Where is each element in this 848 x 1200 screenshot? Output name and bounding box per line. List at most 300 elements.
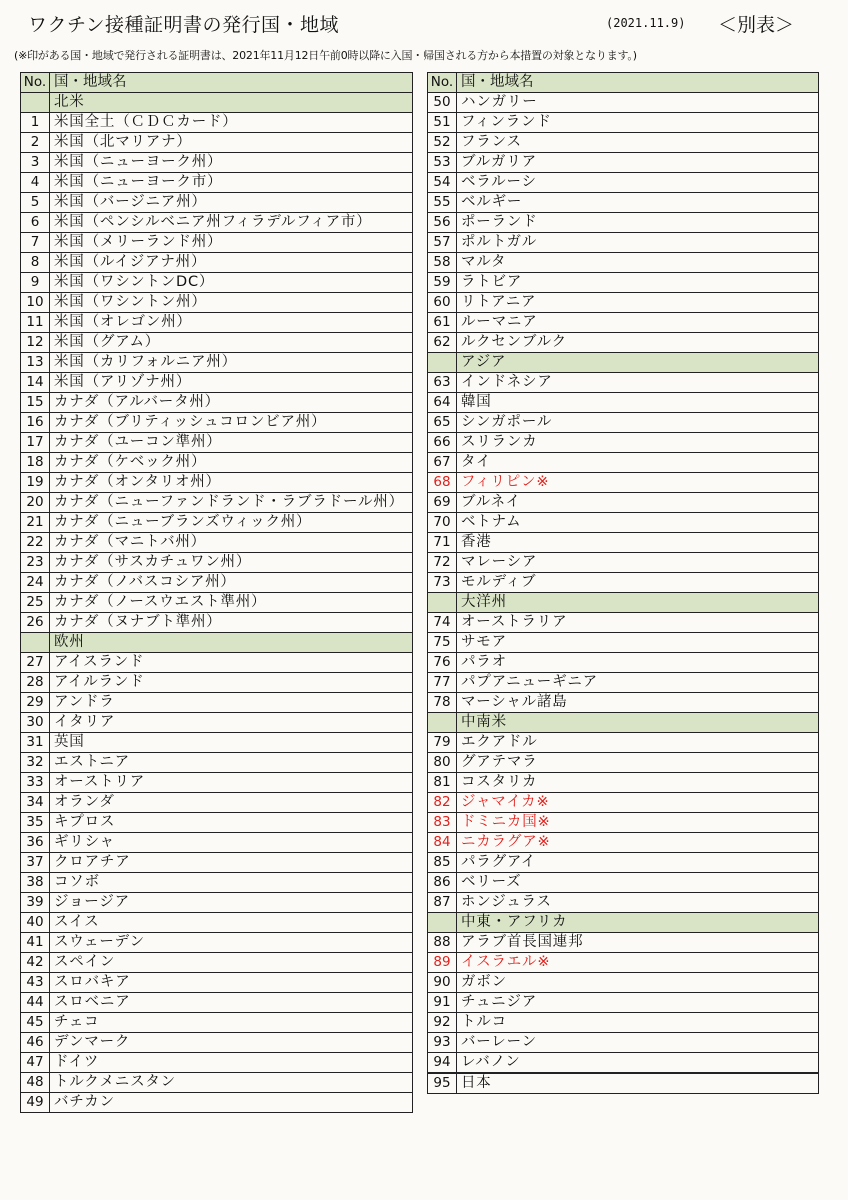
row-number: 33 [21, 773, 50, 793]
table-row [428, 573, 819, 593]
country-name: スリランカ [457, 433, 819, 453]
table-row [21, 413, 413, 433]
row-number: 31 [21, 733, 50, 753]
table-row [428, 393, 819, 413]
table-row [428, 113, 819, 133]
row-number: 81 [428, 773, 457, 793]
table-row [21, 473, 413, 493]
table-row [21, 973, 413, 993]
country-name: パラオ [457, 653, 819, 673]
table-row [428, 973, 819, 993]
table-row [21, 933, 413, 953]
row-number: 37 [21, 853, 50, 873]
table-row [428, 293, 819, 313]
country-name: フィンランド [457, 113, 819, 133]
row-number: 14 [21, 373, 50, 393]
table-row [21, 353, 413, 373]
table-row [428, 133, 819, 153]
row-number: 5 [21, 193, 50, 213]
row-number: 65 [428, 413, 457, 433]
row-number: 38 [21, 873, 50, 893]
row-number: 61 [428, 313, 457, 333]
country-name: 米国（ペンシルベニア州フィラデルフィア市） [50, 213, 413, 233]
table-row [428, 753, 819, 773]
page-title: ワクチン接種証明書の発行国・地域 [28, 14, 340, 36]
country-name: 米国（ニューヨーク州） [50, 153, 413, 173]
row-number: 23 [21, 553, 50, 573]
row-number: 86 [428, 873, 457, 893]
row-number: 74 [428, 613, 457, 633]
country-name: ポルトガル [457, 233, 819, 253]
table-row [428, 373, 819, 393]
table-row [428, 553, 819, 573]
table-row [21, 653, 413, 673]
country-name: インドネシア [457, 373, 819, 393]
table-row [21, 993, 413, 1013]
row-number: 53 [428, 153, 457, 173]
table-row [21, 753, 413, 773]
row-number: 56 [428, 213, 457, 233]
table-row [428, 813, 819, 833]
country-name: タイ [457, 453, 819, 473]
region-name: 中東・アフリカ [457, 913, 819, 933]
row-number: 66 [428, 433, 457, 453]
table-row [21, 513, 413, 533]
country-name: フランス [457, 133, 819, 153]
region-row [428, 913, 819, 933]
country-name: カナダ（ケベック州） [50, 453, 413, 473]
row-number: 21 [21, 513, 50, 533]
row-number: 19 [21, 473, 50, 493]
row-number: 59 [428, 273, 457, 293]
row-number: 73 [428, 573, 457, 593]
row-number: 7 [21, 233, 50, 253]
country-name: バーレーン [457, 1033, 819, 1053]
row-number: 20 [21, 493, 50, 513]
table-row [21, 593, 413, 613]
country-name: ラトビア [457, 273, 819, 293]
row-number: 2 [21, 133, 50, 153]
table-row [21, 833, 413, 853]
country-name: 米国（バージニア州） [50, 193, 413, 213]
annex-label: ＜別表＞ [718, 14, 795, 36]
row-number: 63 [428, 373, 457, 393]
table-row [21, 913, 413, 933]
table-row [428, 873, 819, 893]
row-number: 67 [428, 453, 457, 473]
country-name: 米国（オレゴン州） [50, 313, 413, 333]
country-name: 米国（ワシントン州） [50, 293, 413, 313]
region-name: アジア [457, 353, 819, 373]
table-row [428, 433, 819, 453]
row-number: 55 [428, 193, 457, 213]
country-name: ドイツ [50, 1053, 413, 1073]
country-name: ベルギー [457, 193, 819, 213]
row-number: 28 [21, 673, 50, 693]
country-name: パラグアイ [457, 853, 819, 873]
table-row [21, 293, 413, 313]
row-number: 69 [428, 493, 457, 513]
country-name: 米国（ルイジアナ州） [50, 253, 413, 273]
country-name: カナダ（アルバータ州） [50, 393, 413, 413]
country-name: スロバキア [50, 973, 413, 993]
row-number: 90 [428, 973, 457, 993]
country-name: 米国（カリフォルニア州） [50, 353, 413, 373]
table-row [428, 193, 819, 213]
row-number: 71 [428, 533, 457, 553]
country-name: 米国（グアム） [50, 333, 413, 353]
table-row [428, 853, 819, 873]
country-name: カナダ（マニトバ州） [50, 533, 413, 553]
table-row [21, 533, 413, 553]
row-number [428, 353, 457, 373]
country-name: カナダ（ブリティッシュコロンビア州） [50, 413, 413, 433]
table-row [21, 133, 413, 153]
country-name: モルディブ [457, 573, 819, 593]
row-number [21, 93, 50, 113]
row-number: 92 [428, 1013, 457, 1033]
row-number: 43 [21, 973, 50, 993]
table-row [21, 573, 413, 593]
table-row [428, 493, 819, 513]
country-name: マルタ [457, 253, 819, 273]
table-row [428, 773, 819, 793]
table-row [21, 173, 413, 193]
country-name: カナダ（オンタリオ州） [50, 473, 413, 493]
region-row [428, 713, 819, 733]
country-name: コスタリカ [457, 773, 819, 793]
row-number: 17 [21, 433, 50, 453]
table-row [428, 453, 819, 473]
row-number: 41 [21, 933, 50, 953]
row-number: 13 [21, 353, 50, 373]
row-number: 16 [21, 413, 50, 433]
table-row [21, 233, 413, 253]
country-name: カナダ（ヌナブト準州） [50, 613, 413, 633]
table-row [428, 653, 819, 673]
row-number: 51 [428, 113, 457, 133]
row-number: 3 [21, 153, 50, 173]
row-number: 15 [21, 393, 50, 413]
row-number: 30 [21, 713, 50, 733]
table-row [428, 613, 819, 633]
country-name: ホンジュラス [457, 893, 819, 913]
row-number: 50 [428, 93, 457, 113]
row-number: 36 [21, 833, 50, 853]
table-row [21, 713, 413, 733]
table-row [21, 493, 413, 513]
row-number: 72 [428, 553, 457, 573]
country-name: スペイン [50, 953, 413, 973]
country-name: マーシャル諸島 [457, 693, 819, 713]
table-row [428, 513, 819, 533]
table-row [428, 313, 819, 333]
row-number: 77 [428, 673, 457, 693]
country-name: カナダ（ユーコン準州） [50, 433, 413, 453]
column-header-name: 国・地域名 [457, 73, 819, 93]
country-name: 米国（ニューヨーク市） [50, 173, 413, 193]
table-row [21, 953, 413, 973]
row-number: 47 [21, 1053, 50, 1073]
table-row [21, 153, 413, 173]
row-number: 94 [428, 1053, 457, 1073]
country-name: カナダ（サスカチュワン州） [50, 553, 413, 573]
row-number: 60 [428, 293, 457, 313]
row-number: 22 [21, 533, 50, 553]
table-row [428, 233, 819, 253]
table-row [428, 153, 819, 173]
row-number: 29 [21, 693, 50, 713]
row-number: 18 [21, 453, 50, 473]
country-name: アイルランド [50, 673, 413, 693]
table-row [21, 253, 413, 273]
row-number: 78 [428, 693, 457, 713]
country-name: クロアチア [50, 853, 413, 873]
country-name: グアテマラ [457, 753, 819, 773]
table-row [21, 553, 413, 573]
country-name: カナダ（ノバスコシア州） [50, 573, 413, 593]
country-name: 米国（メリーランド州） [50, 233, 413, 253]
table-row [21, 193, 413, 213]
row-number: 62 [428, 333, 457, 353]
country-name: ドミニカ国※ [457, 813, 819, 833]
row-number: 12 [21, 333, 50, 353]
country-name: ハンガリー [457, 93, 819, 113]
row-number: 75 [428, 633, 457, 653]
table-row [21, 1013, 413, 1033]
country-name: スイス [50, 913, 413, 933]
country-name: カナダ（ニューファンドランド・ラブラドール州） [50, 493, 413, 513]
country-name: ガボン [457, 973, 819, 993]
country-name: 日本 [457, 1074, 819, 1094]
table-row [21, 1073, 413, 1093]
row-number: 9 [21, 273, 50, 293]
country-name: スウェーデン [50, 933, 413, 953]
table-row [428, 833, 819, 853]
country-name: スロベニア [50, 993, 413, 1013]
table-row [21, 793, 413, 813]
table-row [428, 893, 819, 913]
country-name: パプアニューギニア [457, 673, 819, 693]
country-table-right [427, 72, 819, 1094]
country-name: サモア [457, 633, 819, 653]
country-name: ブルネイ [457, 493, 819, 513]
table-row [21, 433, 413, 453]
table-row [428, 473, 819, 493]
country-name: 英国 [50, 733, 413, 753]
row-number: 68 [428, 473, 457, 493]
table-row [21, 313, 413, 333]
row-number: 82 [428, 793, 457, 813]
table-row [21, 113, 413, 133]
row-number: 6 [21, 213, 50, 233]
row-number: 79 [428, 733, 457, 753]
row-number: 88 [428, 933, 457, 953]
region-row [428, 593, 819, 613]
country-name: ニカラグア※ [457, 833, 819, 853]
row-number: 10 [21, 293, 50, 313]
table-row [428, 1053, 819, 1073]
country-table-left [20, 72, 413, 1113]
table-row [21, 373, 413, 393]
row-number: 4 [21, 173, 50, 193]
row-number: 57 [428, 233, 457, 253]
table-row [428, 673, 819, 693]
country-name: レバノン [457, 1053, 819, 1073]
row-number: 83 [428, 813, 457, 833]
table-row [428, 1013, 819, 1033]
table-row [21, 213, 413, 233]
row-number: 45 [21, 1013, 50, 1033]
row-number: 40 [21, 913, 50, 933]
row-number: 11 [21, 313, 50, 333]
table-row [428, 93, 819, 113]
country-name: ギリシャ [50, 833, 413, 853]
country-name: ルーマニア [457, 313, 819, 333]
table-row [428, 793, 819, 813]
row-number: 85 [428, 853, 457, 873]
country-name: ベリーズ [457, 873, 819, 893]
table-header-row [428, 73, 819, 93]
country-name: 香港 [457, 533, 819, 553]
table-header-row [21, 73, 413, 93]
table-row [428, 993, 819, 1013]
table-row [21, 733, 413, 753]
row-number [21, 633, 50, 653]
row-number [428, 713, 457, 733]
table-row [428, 253, 819, 273]
country-name: 米国（北マリアナ） [50, 133, 413, 153]
country-name: アイスランド [50, 653, 413, 673]
table-row [428, 333, 819, 353]
country-name: リトアニア [457, 293, 819, 313]
country-name: 韓国 [457, 393, 819, 413]
asterisk-note: (※印がある国・地域で発行される証明書は、2021年11月12日午前0時以降に入国・帰国される方から本措置の対象となります。) [14, 49, 637, 62]
table-row [21, 773, 413, 793]
country-name: エクアドル [457, 733, 819, 753]
row-number: 49 [21, 1093, 50, 1113]
table-row [428, 733, 819, 753]
region-row [21, 633, 413, 653]
row-number: 52 [428, 133, 457, 153]
table-row [21, 693, 413, 713]
row-number: 8 [21, 253, 50, 273]
table-row [428, 1033, 819, 1053]
table-row [21, 853, 413, 873]
country-name: コソボ [50, 873, 413, 893]
column-header-no: No. [428, 73, 457, 93]
country-name: キプロス [50, 813, 413, 833]
table-row [21, 453, 413, 473]
region-row [428, 353, 819, 373]
row-number: 1 [21, 113, 50, 133]
row-number: 24 [21, 573, 50, 593]
row-number: 84 [428, 833, 457, 853]
region-name: 北米 [50, 93, 413, 113]
country-name: アンドラ [50, 693, 413, 713]
table-row [428, 953, 819, 973]
row-number: 48 [21, 1073, 50, 1093]
region-name: 欧州 [50, 633, 413, 653]
row-number: 35 [21, 813, 50, 833]
country-name: アラブ首長国連邦 [457, 933, 819, 953]
country-name: フィリピン※ [457, 473, 819, 493]
row-number [428, 593, 457, 613]
column-header-name: 国・地域名 [50, 73, 413, 93]
country-name: ジョージア [50, 893, 413, 913]
country-name: バチカン [50, 1093, 413, 1113]
row-number: 93 [428, 1033, 457, 1053]
row-number: 70 [428, 513, 457, 533]
country-name: チュニジア [457, 993, 819, 1013]
country-name: エストニア [50, 753, 413, 773]
row-number: 32 [21, 753, 50, 773]
region-name: 大洋州 [457, 593, 819, 613]
row-number: 26 [21, 613, 50, 633]
row-number [428, 913, 457, 933]
table-row [428, 213, 819, 233]
row-number: 46 [21, 1033, 50, 1053]
country-name: 米国（アリゾナ州） [50, 373, 413, 393]
table-row [21, 893, 413, 913]
table-row [428, 273, 819, 293]
table-row [428, 933, 819, 953]
table-row [21, 1093, 413, 1113]
country-name: カナダ（ノースウエスト準州） [50, 593, 413, 613]
table-row [21, 673, 413, 693]
country-name: チェコ [50, 1013, 413, 1033]
country-name: ベラルーシ [457, 173, 819, 193]
country-name: ベトナム [457, 513, 819, 533]
table-row [21, 393, 413, 413]
table-row [428, 1074, 819, 1094]
row-number: 89 [428, 953, 457, 973]
country-name: オーストラリア [457, 613, 819, 633]
table-row [428, 693, 819, 713]
table-row [21, 613, 413, 633]
row-number: 54 [428, 173, 457, 193]
table-row [21, 813, 413, 833]
country-name: ジャマイカ※ [457, 793, 819, 813]
region-name: 中南米 [457, 713, 819, 733]
table-row [21, 1053, 413, 1073]
row-number: 95 [428, 1074, 457, 1094]
table-row [428, 533, 819, 553]
table-row [21, 873, 413, 893]
country-name: オーストリア [50, 773, 413, 793]
row-number: 34 [21, 793, 50, 813]
table-row [21, 333, 413, 353]
row-number: 44 [21, 993, 50, 1013]
column-header-no: No. [21, 73, 50, 93]
country-name: ポーランド [457, 213, 819, 233]
row-number: 91 [428, 993, 457, 1013]
row-number: 25 [21, 593, 50, 613]
row-number: 27 [21, 653, 50, 673]
row-number: 76 [428, 653, 457, 673]
country-name: シンガポール [457, 413, 819, 433]
row-number: 87 [428, 893, 457, 913]
row-number: 80 [428, 753, 457, 773]
table-row [21, 273, 413, 293]
country-name: イタリア [50, 713, 413, 733]
country-name: オランダ [50, 793, 413, 813]
country-name: ブルガリア [457, 153, 819, 173]
country-name: トルコ [457, 1013, 819, 1033]
country-name: マレーシア [457, 553, 819, 573]
row-number: 42 [21, 953, 50, 973]
table-row [428, 173, 819, 193]
